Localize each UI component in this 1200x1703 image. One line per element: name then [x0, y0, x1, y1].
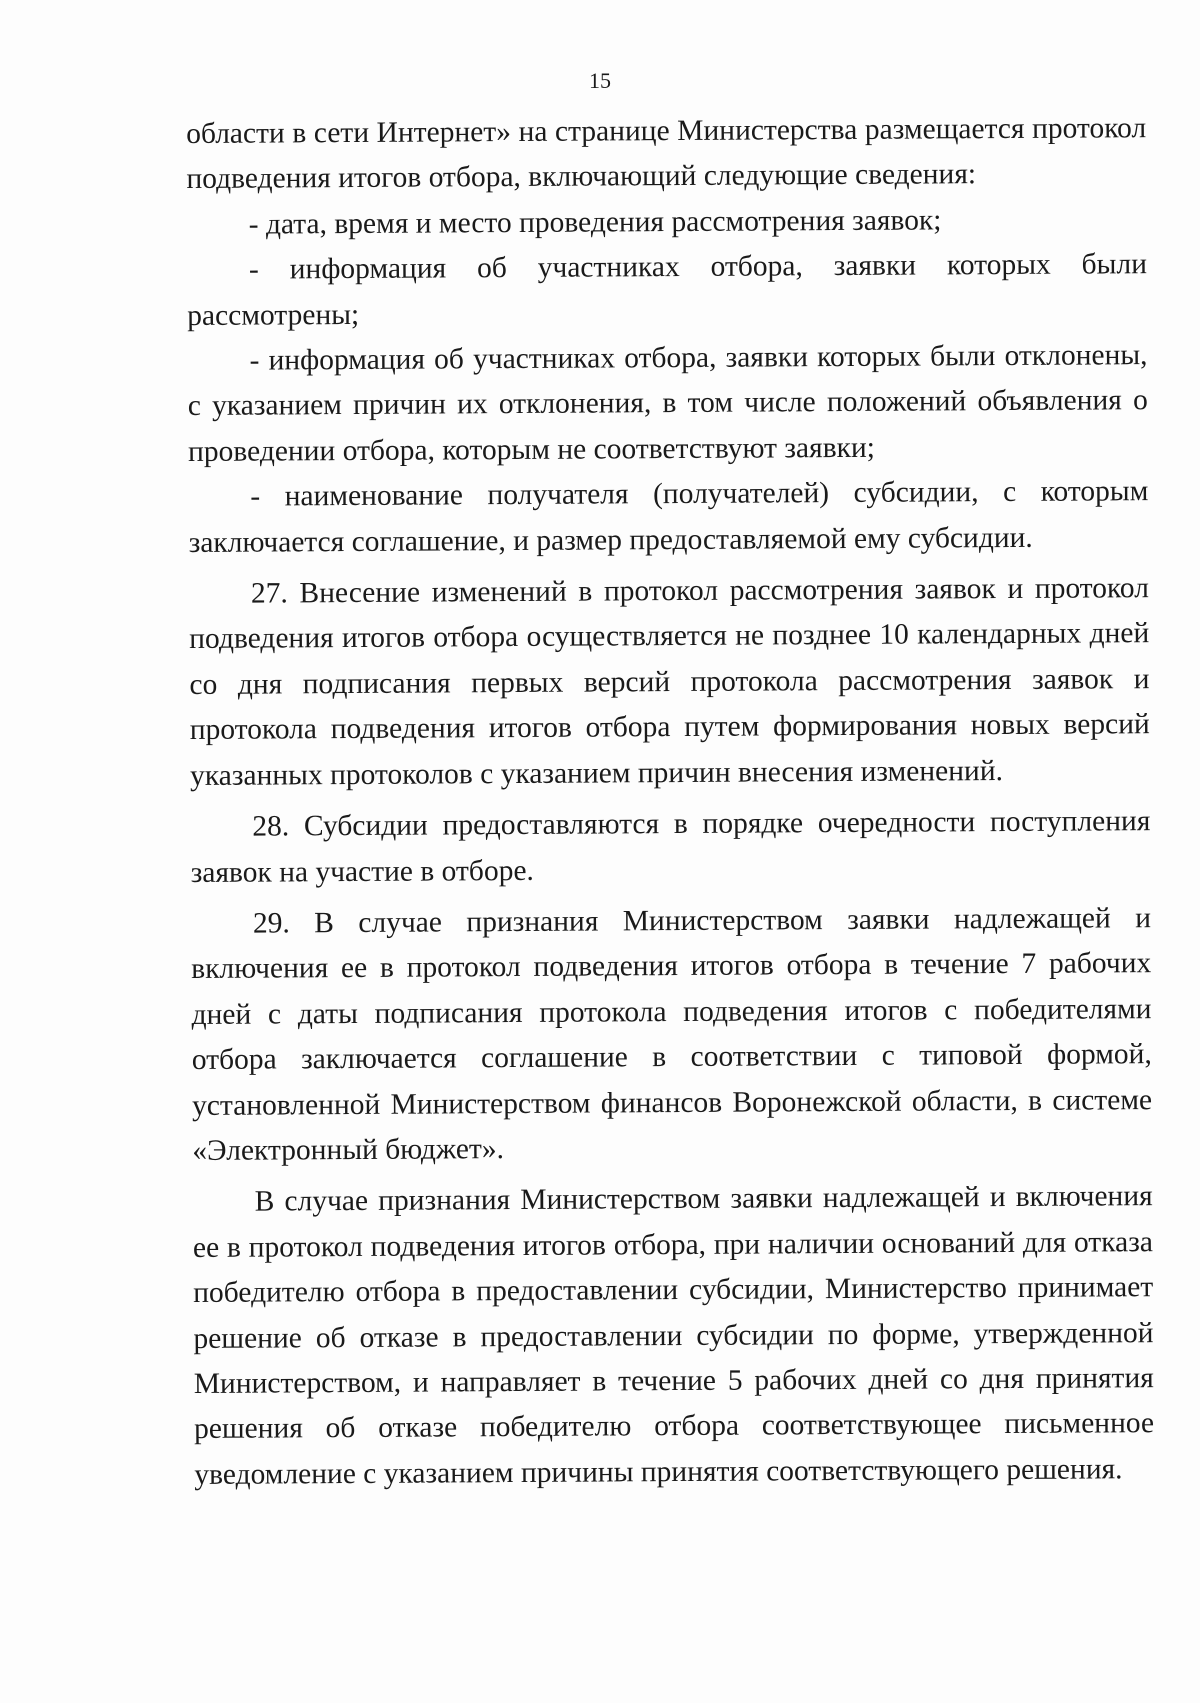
- paragraph-27: 27. Внесение изменений в протокол рассмотрения заявок и протокол подведения итогов отбора осуществляется не позднее 10 календарных дней со дня подписания первых версий протокола рассмотрения заявок и протокола подведения итогов отбора путем формирования новых версий указанных протоколов с указанием причин внесения изменений.: [189, 572, 1150, 792]
- list-item-recipient-name: - наименование получателя (получателей) субсидии, с которым заключается соглашение, и размер предоставляемой ему субсидии.: [188, 475, 1149, 559]
- paragraph-refusal: В случае признания Министерством заявки надлежащей и включения ее в протокол подведения итогов отбора, при наличии оснований для отказа победителю отбора в предоставлении субсидии, Министерство принимает решение об отказе в предоставлении субсидии по форме, утвержденной Министерством, и направляет в течение 5 рабочих дней со дня принятия решения об отказе победителю отбора соответствующее письменное уведомление с указанием причины принятия соответствующего решения.: [192, 1180, 1155, 1491]
- list-item-rejected-participants: - информация об участниках отбора, заявки которых были отклонены, с указанием причин их отклонения, в том числе положений объявления о проведении отбора, которым не соответствуют заявки;: [187, 339, 1148, 468]
- page-number: 15: [589, 68, 611, 93]
- list-item-date-time-place: - дата, время и место проведения рассмотрения заявок;: [248, 204, 942, 241]
- document-body: [186, 106, 1154, 1498]
- paragraph-29: 29. В случае признания Министерством заявки надлежащей и включения ее в протокол подведения итогов отбора в течение 7 рабочих дней с даты подписания протокола подведения итогов с победителями отбора заключается соглашение в соответствии с типовой формой, установленной Министерством финансов Воронежской области, в системе «Электронный бюджет».: [191, 902, 1153, 1167]
- paragraph-continuation: области в сети Интернет» на странице Министерства размещается протокол подведения итогов отбора, включающий следующие сведения:: [186, 112, 1147, 196]
- list-item-reviewed-participants: - информация об участниках отбора, заявки которых были рассмотрены;: [187, 248, 1148, 332]
- paragraph-28: 28. Субсидии предоставляются в порядке очередности поступления заявок на участие в отборе.: [190, 805, 1151, 889]
